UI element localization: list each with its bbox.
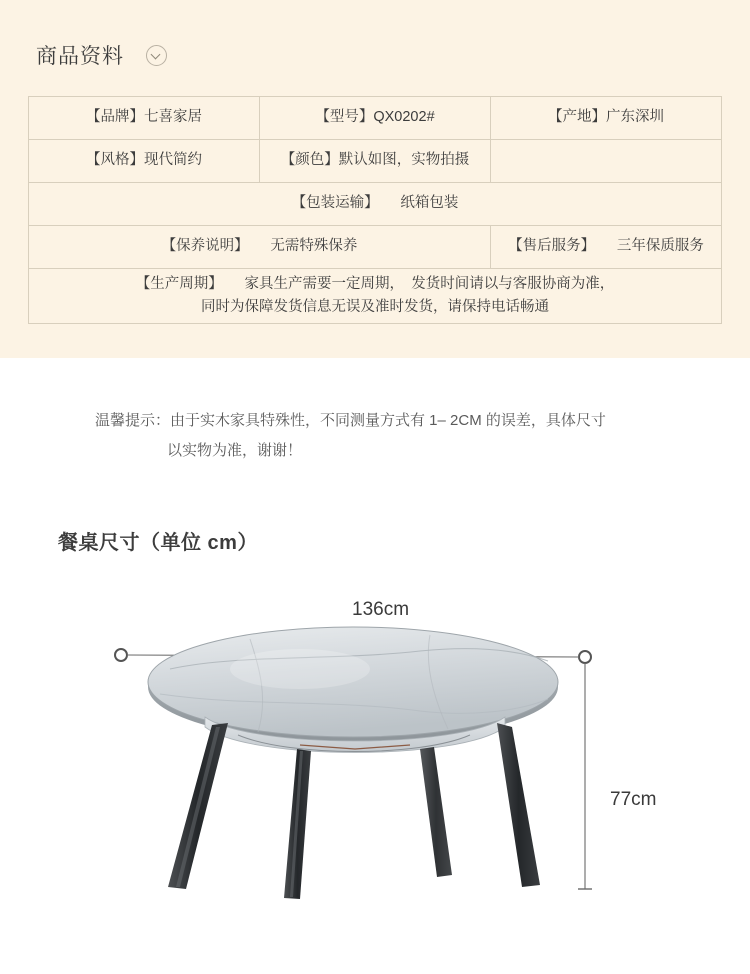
table-row <box>29 269 722 324</box>
spec-cell-brand: 【品牌】七喜家居 <box>29 97 260 140</box>
product-info-header <box>28 40 722 70</box>
page-title: 商品资料 <box>36 45 124 68</box>
table-row <box>29 97 722 140</box>
table-row <box>29 183 722 226</box>
table-row <box>29 226 722 269</box>
spec-cell-maintenance: 【保养说明】 无需特殊保养 <box>29 226 491 269</box>
product-info-panel <box>0 0 750 358</box>
spec-cell-color: 【颜色】默认如图，实物拍摄 <box>260 140 491 183</box>
spec-cell-style: 【风格】现代简约 <box>29 140 260 183</box>
tip-line-1: 温馨提示：由于实木家具特殊性，不同测量方式有 1– 2CM 的误差，具体尺寸 <box>95 412 606 430</box>
spec-cell-origin: 【产地】广东深圳 <box>491 97 722 140</box>
production-cycle-line2: 同时为保障发货信息无误及准时发货，请保持电话畅通 <box>201 299 549 316</box>
spec-cell-aftersales: 【售后服务】 三年保质服务 <box>491 226 722 269</box>
measurement-tip <box>95 406 655 466</box>
spec-cell-model: 【型号】QX0202# <box>260 97 491 140</box>
table-row <box>29 140 722 183</box>
dimensions-diagram <box>0 599 750 939</box>
table-illustration <box>0 599 750 939</box>
production-cycle-line1: 【生产周期】 家具生产需要一定周期， 发货时间请以与客服协商为准， <box>135 276 615 292</box>
dimension-width-label: 136cm <box>352 599 410 621</box>
chevron-down-icon[interactable] <box>146 45 167 66</box>
dimensions-title: 餐桌尺寸（单位 cm） <box>58 532 258 555</box>
tip-line-2: 以实物为准，谢谢！ <box>167 442 303 460</box>
dimension-height-label: 77cm <box>610 789 657 811</box>
spec-table <box>28 96 722 324</box>
spec-cell-production-cycle <box>29 269 722 324</box>
spec-cell-empty <box>491 140 722 183</box>
spec-cell-packaging: 【包装运输】 纸箱包装 <box>29 183 722 226</box>
tip-section <box>0 358 750 466</box>
